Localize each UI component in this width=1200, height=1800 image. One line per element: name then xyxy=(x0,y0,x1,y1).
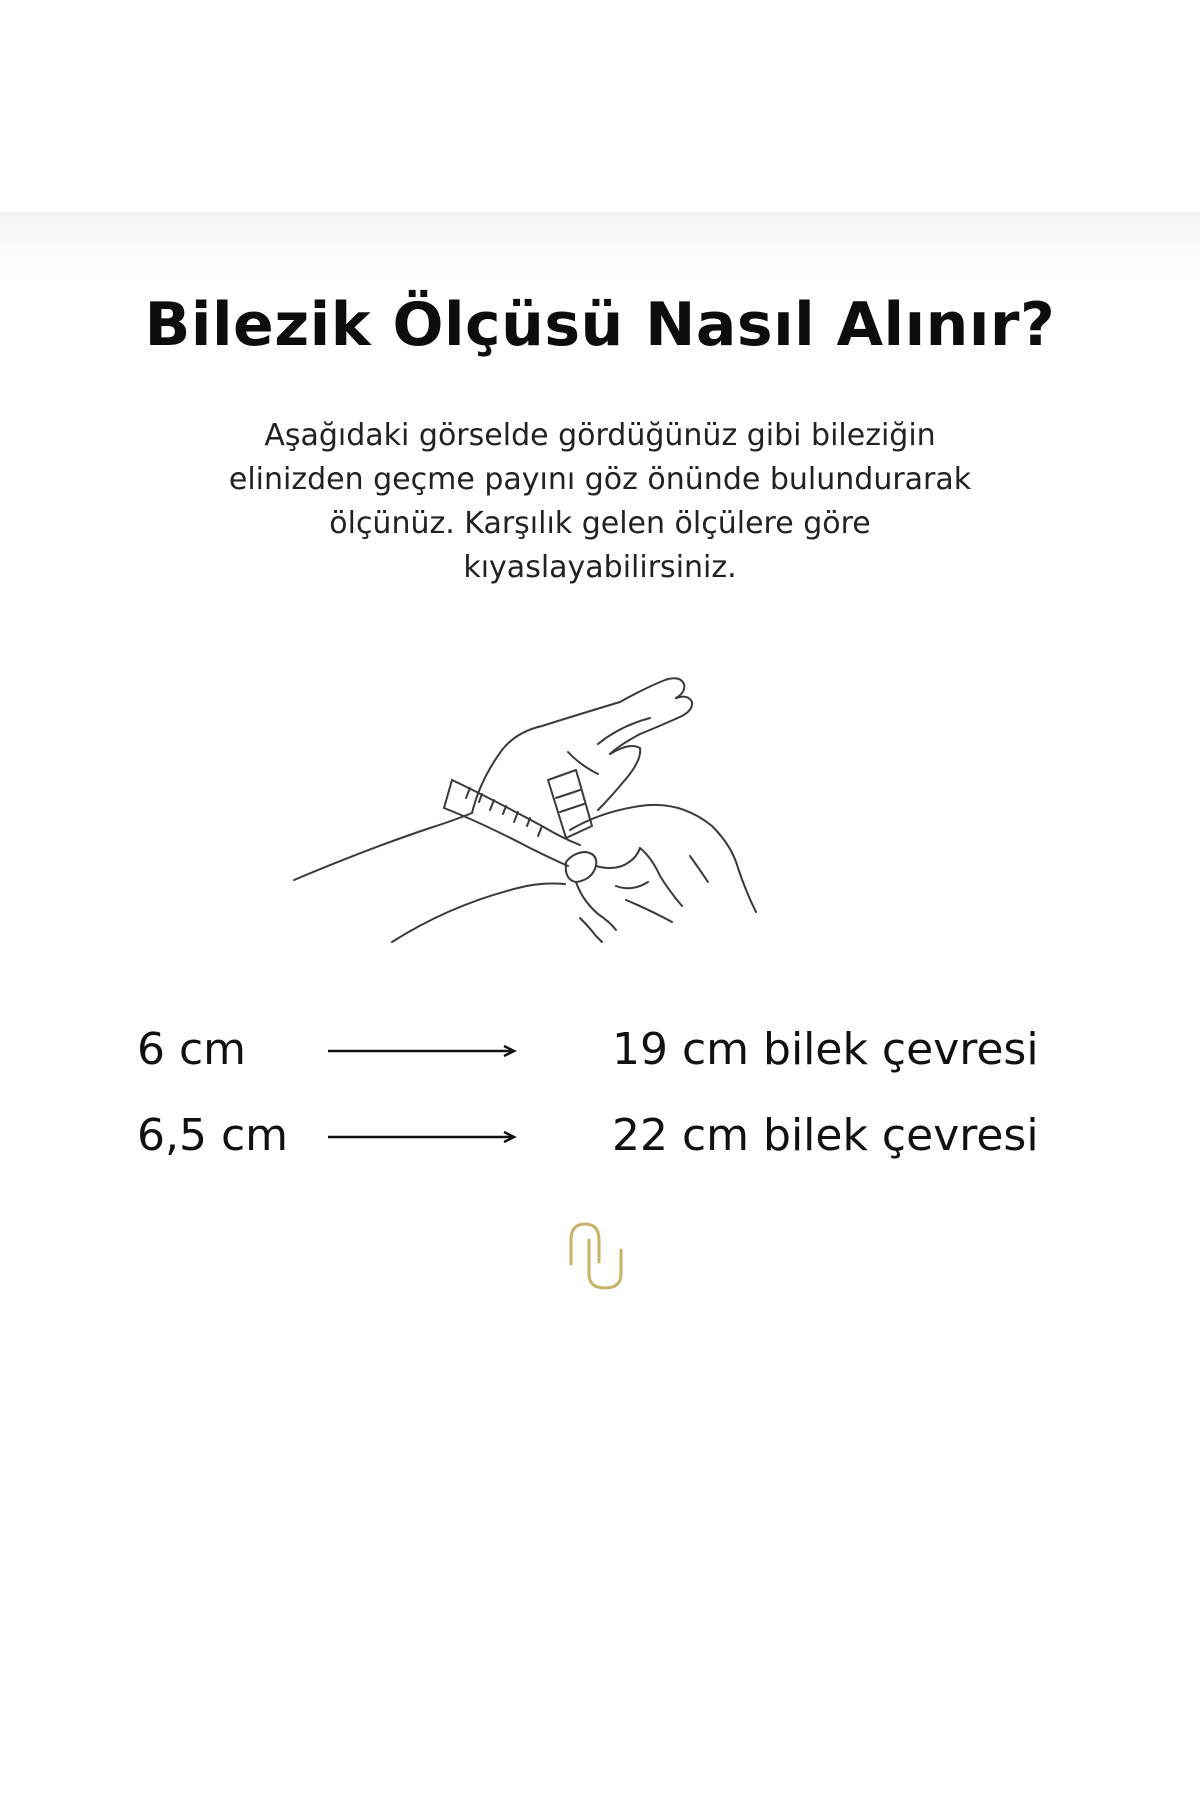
description-line: ölçünüz. Karşılık gelen ölçülere göre xyxy=(329,506,871,541)
bracelet-width: 6 cm xyxy=(137,1024,247,1075)
size-row xyxy=(0,1102,1200,1172)
page-title: Bilezik Ölçüsü Nasıl Alınır? xyxy=(144,290,1056,360)
logo-stroke-outer xyxy=(571,1224,599,1264)
brand-logo-icon xyxy=(565,1218,635,1294)
logo-stroke-inner xyxy=(589,1240,621,1288)
description-line: Aşağıdaki görselde gördüğünüz gibi bileziğin xyxy=(264,418,936,453)
description-line: kıyaslayabilirsiniz. xyxy=(463,550,737,585)
size-row xyxy=(0,1016,1200,1086)
wrist-circumference: 19 cm bilek çevresi xyxy=(612,1024,1039,1075)
arrow-right-icon xyxy=(328,1130,518,1144)
wrist-circumference: 22 cm bilek çevresi xyxy=(612,1110,1039,1161)
top-shade-band xyxy=(0,212,1200,282)
bracelet-width: 6,5 cm xyxy=(137,1110,289,1161)
description xyxy=(150,414,1050,590)
wrist-measuring-tape-icon xyxy=(280,630,840,960)
description-line: elinizden geçme payını göz önünde bulundurarak xyxy=(228,462,972,497)
arrow-right-icon xyxy=(328,1044,518,1058)
